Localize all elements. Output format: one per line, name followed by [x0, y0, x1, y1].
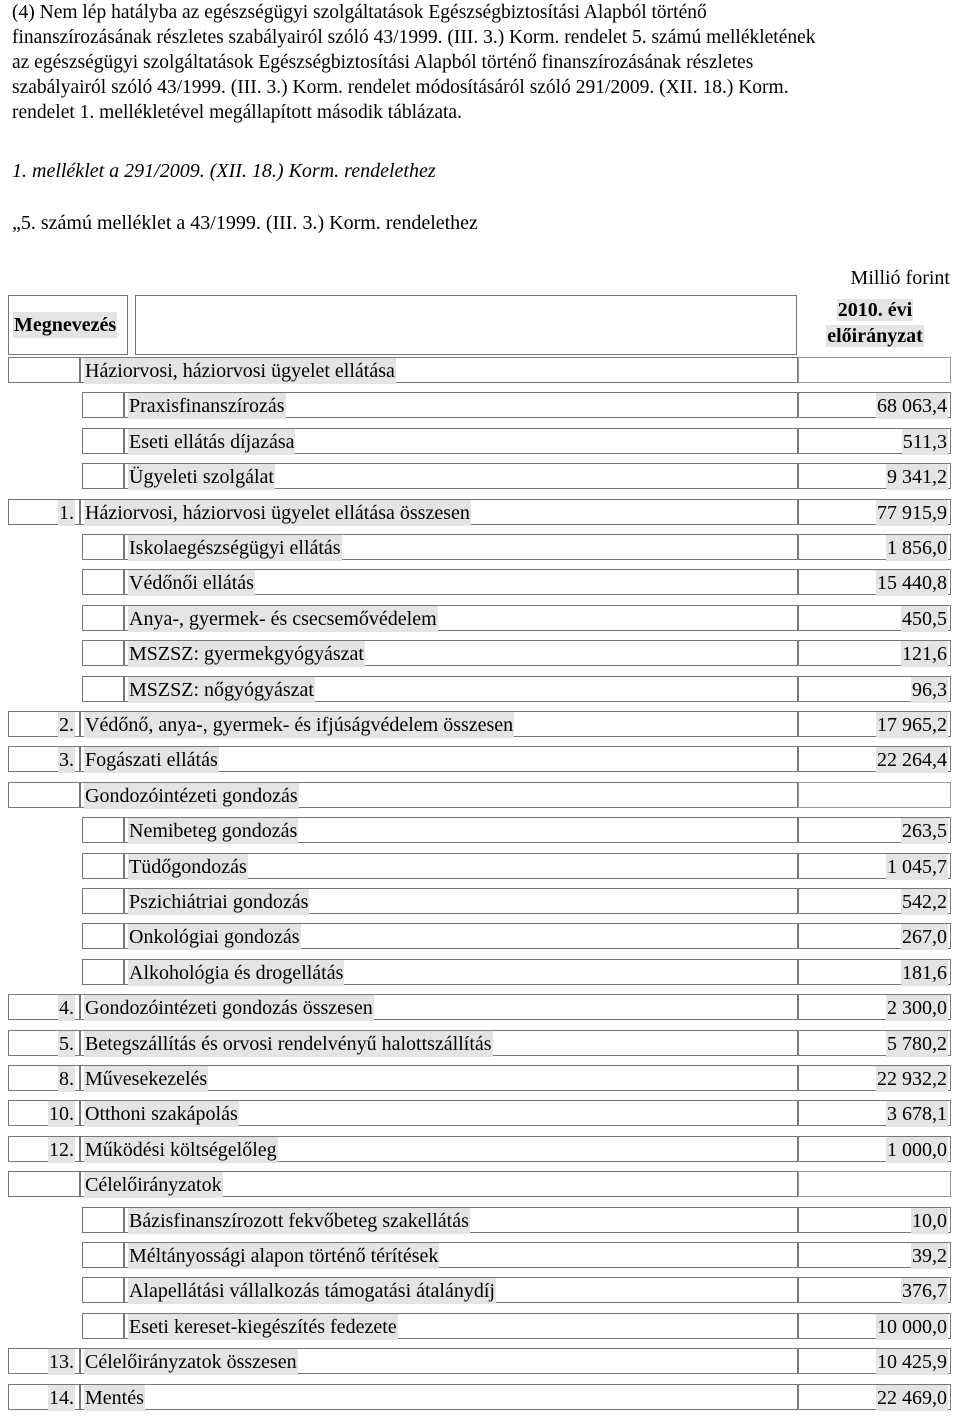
row-value: 5 780,2	[887, 1032, 947, 1055]
row-name: Alkohológia és drogellátás	[129, 961, 344, 984]
row-name-cell	[124, 534, 798, 560]
row-name-cell	[80, 1100, 798, 1126]
intro-line: finanszírozásának részletes szabályairól szóló 43/1999. (III. 3.) Korm. rendelet 5. számú mellékletének	[12, 27, 816, 48]
row-name: Művesekezelés	[85, 1068, 208, 1090]
row-number: 2.	[59, 714, 74, 736]
table-row	[0, 921, 960, 951]
row-value-cell	[798, 463, 951, 489]
row-name-cell	[80, 1171, 798, 1197]
row-name: Otthoni szakápolás	[85, 1103, 238, 1126]
row-name-cell	[124, 888, 798, 914]
row-name-cell	[124, 1242, 798, 1268]
table-row	[0, 497, 960, 527]
row-name-cell	[124, 959, 798, 985]
row-name-cell	[80, 357, 798, 383]
row-indent-cell	[82, 853, 124, 879]
row-value: 121,6	[902, 643, 947, 666]
table-row	[0, 1275, 960, 1305]
row-indent-cell	[82, 640, 124, 666]
row-name-cell	[124, 428, 798, 454]
table-row	[0, 603, 960, 633]
row-indent-cell	[82, 605, 124, 631]
row-value-cell	[798, 1030, 951, 1056]
row-value: 10,0	[912, 1209, 947, 1232]
table-row	[0, 1346, 960, 1376]
row-name: Alapellátási vállalkozás támogatási átalánydíj	[129, 1280, 495, 1303]
row-value: 22 264,4	[877, 749, 947, 772]
row-name-cell	[80, 1065, 798, 1091]
row-value-cell	[798, 605, 951, 631]
row-name: Nemibeteg gondozás	[129, 820, 298, 843]
row-name: Tüdőgondozás	[129, 855, 247, 878]
row-indent-cell	[82, 1242, 124, 1268]
row-number: 8.	[59, 1068, 74, 1090]
row-value-cell	[798, 1313, 951, 1339]
header-value-line1: 2010. évi	[837, 299, 913, 321]
row-number-cell	[8, 994, 80, 1020]
intro-line: rendelet 1. mellékletével megállapított második táblázata.	[12, 102, 462, 123]
row-name-cell	[80, 782, 798, 808]
row-name: Háziorvosi, háziorvosi ügyelet ellátása összesen	[85, 501, 470, 524]
row-number: 13.	[49, 1351, 74, 1374]
row-value-cell	[798, 959, 951, 985]
row-name-cell	[80, 746, 798, 772]
row-name: Iskolaegészségügyi ellátás	[129, 537, 341, 559]
row-name-cell	[124, 853, 798, 879]
row-number: 10.	[49, 1103, 74, 1126]
row-value: 263,5	[902, 820, 947, 843]
row-number-cell	[8, 499, 80, 525]
row-value-cell	[798, 1100, 951, 1126]
table-row	[0, 1240, 960, 1270]
row-value: 68 063,4	[877, 395, 947, 418]
row-value: 376,7	[902, 1280, 947, 1303]
row-value: 542,2	[902, 891, 947, 913]
row-name: Védőnői ellátás	[129, 572, 254, 595]
table-row	[0, 815, 960, 845]
intro-line: az egészségügyi szolgáltatások Egészségbiztosítási Alapból történő finanszírozásának részletes	[12, 52, 754, 73]
row-value-cell	[798, 782, 951, 808]
row-value-cell	[798, 569, 951, 595]
row-name: Működési költségelőleg	[85, 1138, 277, 1161]
group-heading: Háziorvosi, háziorvosi ügyelet ellátása	[85, 360, 395, 382]
row-name-cell	[124, 1313, 798, 1339]
row-value-cell	[798, 746, 951, 772]
header-empty-cell	[135, 295, 797, 355]
row-value: 181,6	[902, 961, 947, 984]
row-number: 12.	[49, 1138, 74, 1161]
table-row	[0, 1382, 960, 1412]
table-row	[0, 532, 960, 562]
row-number-cell	[8, 1100, 80, 1126]
row-indent-cell	[82, 923, 124, 949]
row-value: 15 440,8	[877, 572, 947, 595]
row-value-cell	[798, 923, 951, 949]
row-value: 96,3	[912, 678, 947, 701]
table-row	[0, 567, 960, 597]
table-row	[0, 1169, 960, 1199]
row-name-cell	[124, 1207, 798, 1233]
row-value-cell	[798, 817, 951, 843]
row-value-cell	[798, 1348, 951, 1374]
row-name: Betegszállítás és orvosi rendelvényű halottszállítás	[85, 1032, 492, 1055]
header-name-label: Megnevezés	[14, 314, 117, 336]
row-indent-cell	[82, 676, 124, 702]
row-indent-cell	[82, 817, 124, 843]
row-name: Méltányossági alapon történő térítések	[129, 1245, 439, 1267]
annex5-reference: „5. számú melléklet a 43/1999. (III. 3.) Korm. rendelethez	[12, 212, 478, 234]
row-name: Fogászati ellátás	[85, 749, 218, 772]
row-value-cell	[798, 994, 951, 1020]
row-name: Célelőirányzatok összesen	[85, 1351, 297, 1374]
row-indent-cell	[82, 959, 124, 985]
row-name: MSZSZ: gyermekgyógyászat	[129, 643, 364, 666]
row-name: Ügyeleti szolgálat	[129, 466, 274, 489]
row-value: 3 678,1	[887, 1103, 947, 1126]
row-value-cell	[798, 499, 951, 525]
row-name-cell	[80, 1030, 798, 1056]
row-value: 39,2	[912, 1245, 947, 1267]
row-value: 1 000,0	[887, 1138, 947, 1161]
row-name-cell	[80, 1384, 798, 1410]
row-value-cell	[798, 1136, 951, 1162]
row-indent-cell	[82, 1207, 124, 1233]
row-value: 22 469,0	[877, 1386, 947, 1409]
row-indent-cell	[82, 534, 124, 560]
row-name-cell	[80, 499, 798, 525]
row-number: 4.	[59, 997, 74, 1020]
row-name: Onkológiai gondozás	[129, 926, 300, 949]
row-value: 511,3	[902, 430, 947, 453]
row-name: Anya-, gyermek- és csecsemővédelem	[129, 607, 437, 630]
row-value: 10 000,0	[877, 1315, 947, 1338]
row-number-cell	[8, 711, 80, 737]
row-name: Gondozóintézeti gondozás összesen	[85, 997, 373, 1020]
row-value: 9 341,2	[887, 466, 947, 489]
row-name-cell	[80, 994, 798, 1020]
row-indent-cell	[82, 1277, 124, 1303]
table-row	[0, 390, 960, 420]
table-row	[0, 355, 960, 385]
row-number-cell	[8, 1030, 80, 1056]
row-name-cell	[80, 711, 798, 737]
row-indent-cell	[82, 1313, 124, 1339]
row-value: 10 425,9	[877, 1351, 947, 1374]
row-name: Eseti kereset-kiegészítés fedezete	[129, 1315, 397, 1338]
table-row	[0, 1028, 960, 1058]
row-name-cell	[124, 463, 798, 489]
unit-label: Millió forint	[850, 267, 950, 289]
row-indent-cell	[82, 888, 124, 914]
row-number: 3.	[59, 749, 74, 772]
row-indent-cell	[8, 357, 80, 383]
row-name: Eseti ellátás díjazása	[129, 430, 295, 453]
row-indent-cell	[82, 392, 124, 418]
row-value: 450,5	[902, 607, 947, 630]
row-indent-cell	[8, 782, 80, 808]
intro-paragraph	[12, 0, 952, 125]
row-value: 1 856,0	[887, 537, 947, 559]
header-value-line2: előirányzat	[827, 325, 923, 347]
row-number: 5.	[59, 1032, 74, 1055]
table-row	[0, 461, 960, 491]
row-value: 1 045,7	[887, 855, 947, 878]
row-indent-cell	[82, 463, 124, 489]
row-indent-cell	[82, 428, 124, 454]
row-name-cell	[124, 569, 798, 595]
row-name-cell	[124, 392, 798, 418]
row-value-cell	[798, 853, 951, 879]
row-number: 1.	[59, 501, 74, 524]
row-value-cell	[798, 676, 951, 702]
row-value-cell	[798, 888, 951, 914]
row-value-cell	[798, 357, 951, 383]
table-row	[0, 1134, 960, 1164]
table-row	[0, 638, 960, 668]
row-value: 17 965,2	[877, 714, 947, 736]
table-row	[0, 744, 960, 774]
row-value: 22 932,2	[877, 1068, 947, 1090]
row-value: 267,0	[902, 926, 947, 949]
row-value-cell	[798, 1207, 951, 1233]
row-indent-cell	[82, 569, 124, 595]
row-value-cell	[798, 392, 951, 418]
table-row	[0, 674, 960, 704]
row-name-cell	[124, 605, 798, 631]
row-number-cell	[8, 1348, 80, 1374]
row-name-cell	[124, 1277, 798, 1303]
row-value-cell	[798, 1171, 951, 1197]
intro-line: (4) Nem lép hatályba az egészségügyi szolgáltatások Egészségbiztosítási Alapból történő	[12, 2, 707, 23]
table-row	[0, 1098, 960, 1128]
row-value-cell	[798, 1242, 951, 1268]
group-heading: Célelőirányzatok	[85, 1174, 222, 1197]
row-name: Pszichiátriai gondozás	[129, 891, 309, 913]
row-name-cell	[124, 676, 798, 702]
row-value-cell	[798, 428, 951, 454]
row-name: Praxisfinanszírozás	[129, 395, 285, 418]
group-heading: Gondozóintézeti gondozás	[85, 784, 298, 807]
table-row	[0, 1063, 960, 1093]
row-value-cell	[798, 1384, 951, 1410]
table-row	[0, 957, 960, 987]
table-row	[0, 886, 960, 916]
table-row	[0, 426, 960, 456]
table-row	[0, 992, 960, 1022]
table-row	[0, 709, 960, 739]
row-value: 77 915,9	[877, 501, 947, 524]
header-value-label	[815, 297, 935, 349]
table-row	[0, 1205, 960, 1235]
row-number: 14.	[49, 1386, 74, 1409]
row-name-cell	[80, 1348, 798, 1374]
row-value-cell	[798, 711, 951, 737]
row-name-cell	[124, 640, 798, 666]
row-value: 2 300,0	[887, 997, 947, 1020]
row-indent-cell	[8, 1171, 80, 1197]
row-name: Bázisfinanszírozott fekvőbeteg szakellátás	[129, 1209, 469, 1232]
table-row	[0, 851, 960, 881]
row-name: Védőnő, anya-, gyermek- és ifjúságvédelem összesen	[85, 714, 514, 736]
annex-reference: 1. melléklet a 291/2009. (XII. 18.) Korm. rendelethez	[12, 160, 436, 182]
row-name-cell	[80, 1136, 798, 1162]
row-value-cell	[798, 1277, 951, 1303]
row-value-cell	[798, 640, 951, 666]
table-row	[0, 780, 960, 810]
row-number-cell	[8, 746, 80, 772]
row-number-cell	[8, 1136, 80, 1162]
row-number-cell	[8, 1065, 80, 1091]
row-number-cell	[8, 1384, 80, 1410]
row-name: MSZSZ: nőgyógyászat	[129, 678, 314, 701]
row-name-cell	[124, 923, 798, 949]
row-name: Mentés	[85, 1386, 144, 1409]
row-name-cell	[124, 817, 798, 843]
row-value-cell	[798, 534, 951, 560]
intro-line: szabályairól szóló 43/1999. (III. 3.) Korm. rendelet módosításáról szóló 291/2009. (XII. 18.) Korm.	[12, 77, 789, 98]
table-row	[0, 1311, 960, 1341]
row-value-cell	[798, 1065, 951, 1091]
